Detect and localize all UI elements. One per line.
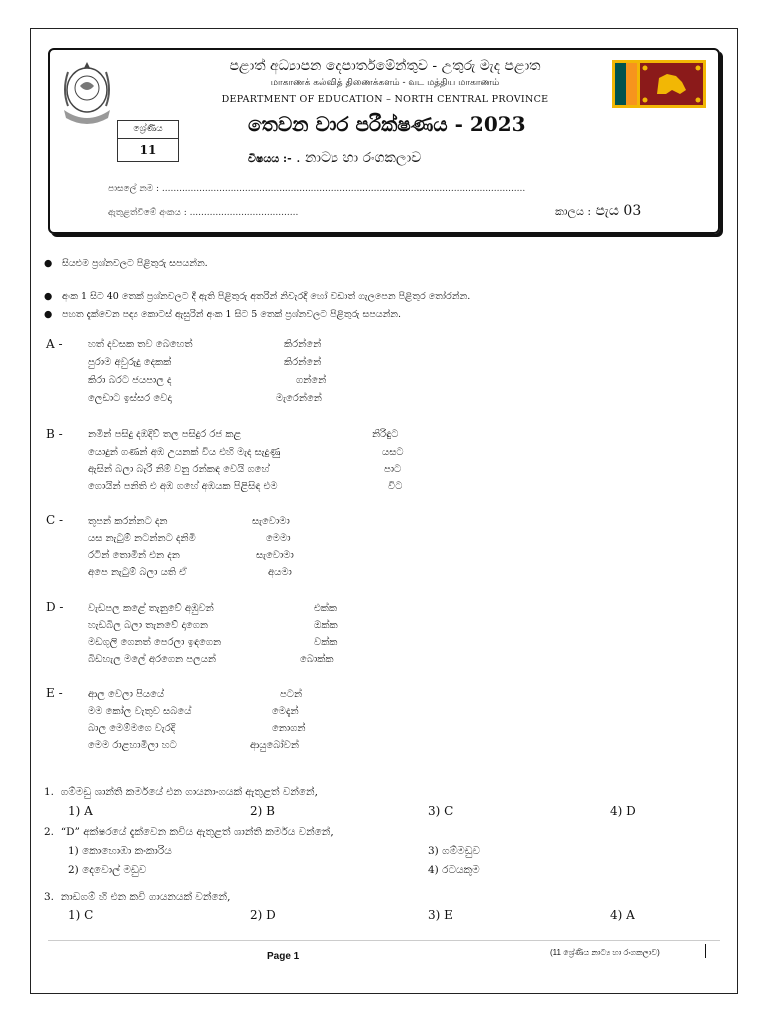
verse-group-label: D - xyxy=(46,600,64,614)
answer-option: 1) A xyxy=(68,804,93,818)
instruction-item: ● පහත දැක්වෙන පද්‍ය කොටස් ඇසුරින් අංක 1 සිට 5 තෙක් ප්‍රශ්නවලට පිළිතුරු සපයන්න. xyxy=(44,309,402,320)
verse-end-word: අයමා xyxy=(268,567,292,578)
verse-end-word: නොගන් xyxy=(272,723,306,734)
exam-title: තෙවන වාර පරීක්ෂණය - 2023 xyxy=(248,112,526,136)
verse-line: බිඩහැල මලේ අරගෙන පලයන් xyxy=(88,654,217,665)
verse-end-word: පටන් xyxy=(280,689,303,700)
verse-group-label: E - xyxy=(46,686,63,700)
answer-option: 2) D xyxy=(250,908,276,922)
verse-end-word: ගන්නේ xyxy=(296,375,327,386)
verse-line: මඩගුලි ගෙනත් පෙරලා ඉඳගෙන xyxy=(88,637,222,648)
verse-line: හැඩබිල බලා තැනවේ දාගෙන xyxy=(88,620,209,631)
answer-option: 2) B xyxy=(250,804,275,818)
answer-option: 2) දෙවොල් මඩුව xyxy=(68,864,147,876)
footer-subject: (11 ශ්‍රේණිය නාට්‍ය හා රංගකලාව) xyxy=(550,948,660,957)
question-2: 2. “D” අක්ෂරයේ දැක්වෙන කවිය ඇතුළත් ශාන්ති කර්මය වන්නේ, xyxy=(44,826,334,838)
verse-line: හත් දවසක තව බෙහෙත් xyxy=(88,339,193,350)
index-number-field: ඇතුළත්වීමේ අංකය : ...................................... xyxy=(108,208,299,218)
verse-group-label: A - xyxy=(46,337,63,351)
answer-option: 4) A xyxy=(610,908,635,922)
time-value: පැය 03 xyxy=(595,203,642,219)
verse-line: යොදුන් ගණන් අඹ උයනක් විය එහි මැද සැදුණු xyxy=(88,447,281,458)
subject-line xyxy=(248,150,421,166)
verse-line: රටින් තොමින් එන දන xyxy=(88,550,180,561)
page-number: Page 1 xyxy=(267,951,300,962)
sri-lanka-flag-icon xyxy=(612,60,706,108)
verse-line: අපෙ නැටුම් බලා යති ඒ xyxy=(88,567,187,578)
verse-line: තුපන් කරන්නට දන xyxy=(88,516,168,527)
school-name-field: පාසලේ නම : ............................................................................................................................... xyxy=(108,184,526,194)
instruction-item: ● සියළුම ප්‍රශ්නවලට පිළිතුරු සපයන්න. xyxy=(44,258,208,269)
verse-end-word: පාට xyxy=(384,464,402,475)
answer-option: 4) රටයකුම xyxy=(428,864,480,876)
verse-end-word: යසට xyxy=(382,447,404,458)
time-allowed xyxy=(555,203,641,219)
answer-option: 3) E xyxy=(428,908,453,922)
answer-option: 1) C xyxy=(68,908,94,922)
instruction-item: ● අංක 1 සිට 40 තෙක් ප්‍රශ්නවලට දී ඇති පිළිතුරු අතරින් නිවැරදි හෝ වඩාත් ගැලපෙන පිළිතුර තෝරන්න. xyxy=(44,291,471,302)
verse-end-word: නිරිඳුට xyxy=(372,429,399,440)
question-1: 1. ගම්මඩු ශාන්ති කර්මයේ එන ගායනාංගයක් ඇතුළත් වන්නේ, xyxy=(44,786,318,798)
verse-end-word: මෙදැන් xyxy=(272,706,299,717)
question-3: 3. නාඩගම් හි එන කවි ගායනයක් වන්නේ, xyxy=(44,891,231,903)
verse-line: මෙම රාළහාමිලා හට xyxy=(88,740,177,751)
verse-line: ගොයින් පනිති එ අඹ ගහේ අඹයක පිළිසිඳ එම xyxy=(88,481,278,492)
verse-end-word: සැවොමා xyxy=(256,550,294,561)
answer-option: 3) C xyxy=(428,804,454,818)
verse-line: පුරාම අවුරුදු දෙකක් xyxy=(88,357,172,368)
verse-line: මම කෝල වැතුව සබයේ xyxy=(88,706,192,717)
verse-end-word: කිරන්නේ xyxy=(284,339,322,350)
verse-end-word: වක්ක xyxy=(314,637,338,648)
time-label: කාලය : xyxy=(555,205,592,218)
verse-line: ඇසින් බලා බැරි නිම් වනු රන්කඳ වෙයි ගහේ xyxy=(88,464,270,475)
header-line-tamil: மாகாணக் கல்வித் திணைக்களம் - வட மத்திய மாகாணம் xyxy=(270,78,500,88)
verse-end-word: මෙමා xyxy=(266,533,291,544)
subject-value: . නාට්‍ය හා රංගකලාව xyxy=(296,150,422,166)
verse-end-word: ආයුබෝවන් xyxy=(250,740,299,751)
verse-line: වැඩපල කළේ තැනුවේ අඹුවන් xyxy=(88,603,214,614)
answer-option: 1) කොහොඹා කංකාරිය xyxy=(68,845,172,857)
verse-line: යස නැටුම් නටන්නට දනිමි xyxy=(88,533,196,544)
verse-group-label: B - xyxy=(46,427,63,441)
header-line-sinhala: පළාත් අධ්‍යාපන දෙපාර්තමේන්තුව - උතුරු මැද පළාත xyxy=(229,58,541,74)
header-line-english: DEPARTMENT OF EDUCATION – NORTH CENTRAL PROVINCE xyxy=(221,94,549,105)
verse-group-label: C - xyxy=(46,513,64,527)
verse-line: ආල වෙලා පියයේ xyxy=(88,689,165,700)
verse-end-word: එක්ක xyxy=(314,603,338,614)
grade-value: 11 xyxy=(139,143,157,157)
answer-option: 3) ගම්මඩුව xyxy=(428,845,481,857)
verse-end-word: මැරෙන්නේ xyxy=(276,393,322,404)
subject-label: විෂයය :- xyxy=(248,152,292,165)
grade-label: ශ්‍රේණිය xyxy=(118,121,178,139)
verse-end-word: ඔක්ක xyxy=(314,620,338,631)
answer-option: 4) D xyxy=(610,804,636,818)
footer-divider xyxy=(48,940,720,941)
footer-bar xyxy=(705,944,706,958)
government-crest-icon xyxy=(58,60,116,126)
verse-end-word: බොක්ක xyxy=(300,654,334,665)
grade-box xyxy=(117,120,179,162)
verse-line: බාල මෙම්මගෙ වැරදි xyxy=(88,723,176,734)
verse-line: ලෙඩාට ඉස්සර වෙදා xyxy=(88,393,172,404)
verse-line: කිරා බරට ජයපාල ද xyxy=(88,375,172,386)
verse-line: නමින් පසිදු දඹදිව් තල පසිදුර රජ කළ xyxy=(88,429,242,440)
verse-end-word: කිරන්නේ xyxy=(284,357,322,368)
verse-end-word: විට xyxy=(388,481,403,492)
verse-end-word: සැවොමා xyxy=(252,516,290,527)
